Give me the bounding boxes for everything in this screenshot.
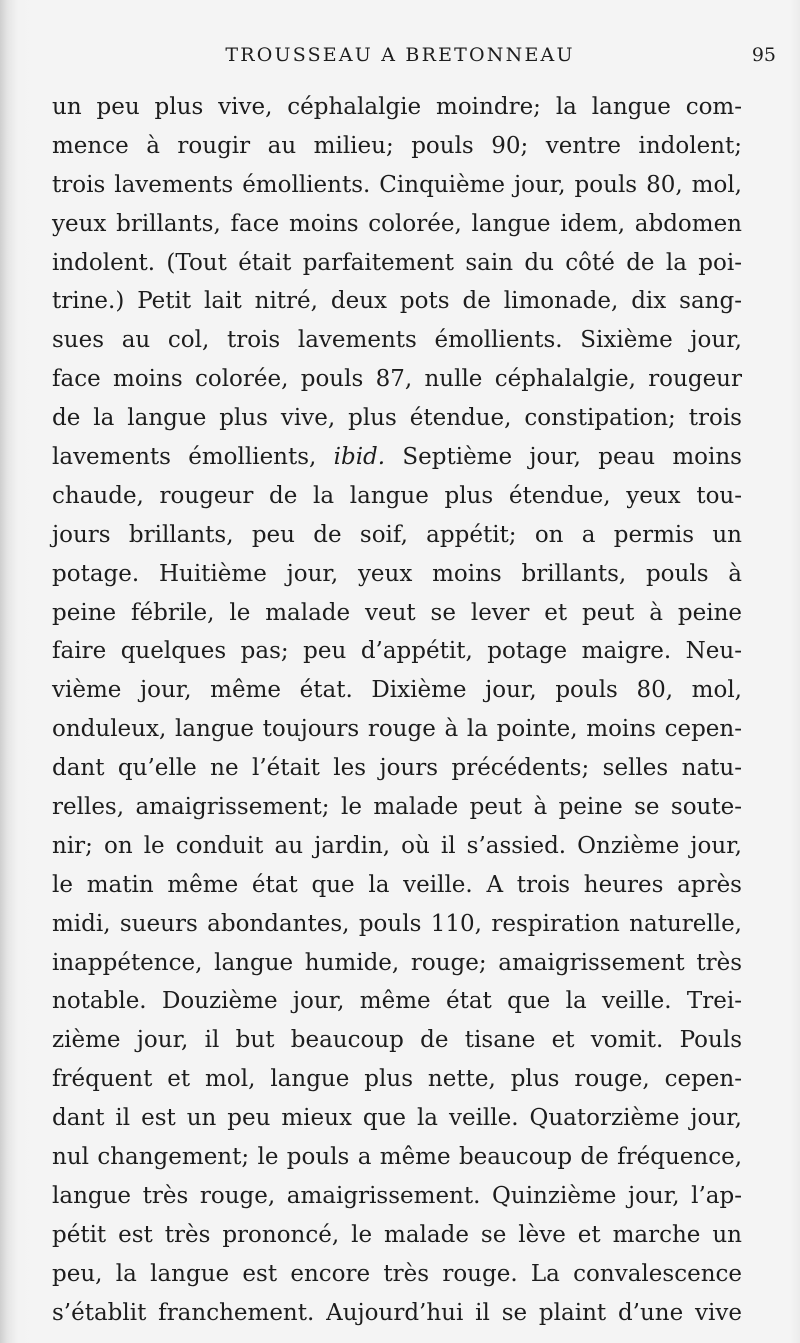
text-line: dant qu’elle ne l’était les jours précédents; selles natu- (52, 755, 742, 782)
text-line: nir; on le conduit au jardin, où il s’assied. Onzième jour, (52, 832, 742, 859)
page-number: 95 (751, 44, 776, 66)
text-line: relles, amaigrissement; le malade peut à peine se soute- (52, 794, 742, 821)
text-line (52, 438, 742, 477)
text-line: trine.) Petit lait nitré, deux pots de limonade, dix sang- (52, 288, 742, 315)
text-segment: Septième jour, peau moins (385, 444, 742, 471)
text-line: zième jour, il but beaucoup de tisane et vomit. Pouls (52, 1027, 742, 1054)
text-line: midi, sueurs abondantes, pouls 110, respiration naturelle, (52, 910, 742, 937)
text-line: trois lavements émollients. Cinquième jour, pouls 80, mol, (52, 171, 742, 198)
text-line: jours brillants, peu de soif, appétit; on a permis un (52, 521, 742, 548)
text-line: langue très rouge, amaigrissement. Quinzième jour, l’ap- (52, 1182, 742, 1209)
text-line: chaude, rougeur de la langue plus étendue, yeux tou- (52, 482, 742, 509)
text-line: peu, la langue est encore très rouge. La convalescence (52, 1260, 742, 1287)
text-line: faire quelques pas; peu d’appétit, potage maigre. Neu- (52, 638, 742, 665)
text-line: notable. Douzième jour, même état que la veille. Trei- (52, 988, 742, 1015)
text-line: indolent. (Tout était parfaitement sain du côté de la poi- (52, 249, 742, 276)
text-line: vième jour, même état. Dixième jour, pouls 80, mol, (52, 677, 742, 704)
text-line: pétit est très prononcé, le malade se lève et marche un (52, 1221, 742, 1248)
running-head (0, 44, 800, 68)
body-text (52, 88, 742, 1333)
text-line: inappétence, langue humide, rouge; amaigrissement très (52, 949, 742, 976)
italic-reference: ibid. (333, 444, 386, 471)
text-line: dant il est un peu mieux que la veille. Quatorzième jour, (52, 1105, 742, 1132)
text-line: mence à rougir au milieu; pouls 90; ventre indolent; (52, 132, 742, 159)
text-line: s’établit franchement. Aujourd’hui il se plaint d’une vive (52, 1299, 742, 1326)
text-line: potage. Huitième jour, yeux moins brillants, pouls à (52, 560, 742, 587)
text-line: un peu plus vive, céphalalgie moindre; la langue com- (52, 94, 742, 120)
text-line: sues au col, trois lavements émollients. Sixième jour, (52, 327, 742, 354)
text-line: nul changement; le pouls a même beaucoup de fréquence, (52, 1144, 742, 1171)
running-title: TROUSSEAU A BRETONNEAU (225, 44, 575, 66)
text-line: onduleux, langue toujours rouge à la pointe, moins cepen- (52, 716, 742, 743)
text-segment: lavements émollients, (52, 444, 334, 471)
text-line: le matin même état que la veille. A trois heures après (52, 871, 742, 898)
text-line: yeux brillants, face moins colorée, langue idem, abdomen (52, 210, 742, 237)
text-line: fréquent et mol, langue plus nette, plus rouge, cepen- (52, 1066, 742, 1093)
text-line: de la langue plus vive, plus étendue, constipation; trois (52, 405, 742, 432)
text-line: peine fébrile, le malade veut se lever et peut à peine (52, 599, 742, 626)
text-line: face moins colorée, pouls 87, nulle céphalalgie, rougeur (52, 366, 742, 393)
